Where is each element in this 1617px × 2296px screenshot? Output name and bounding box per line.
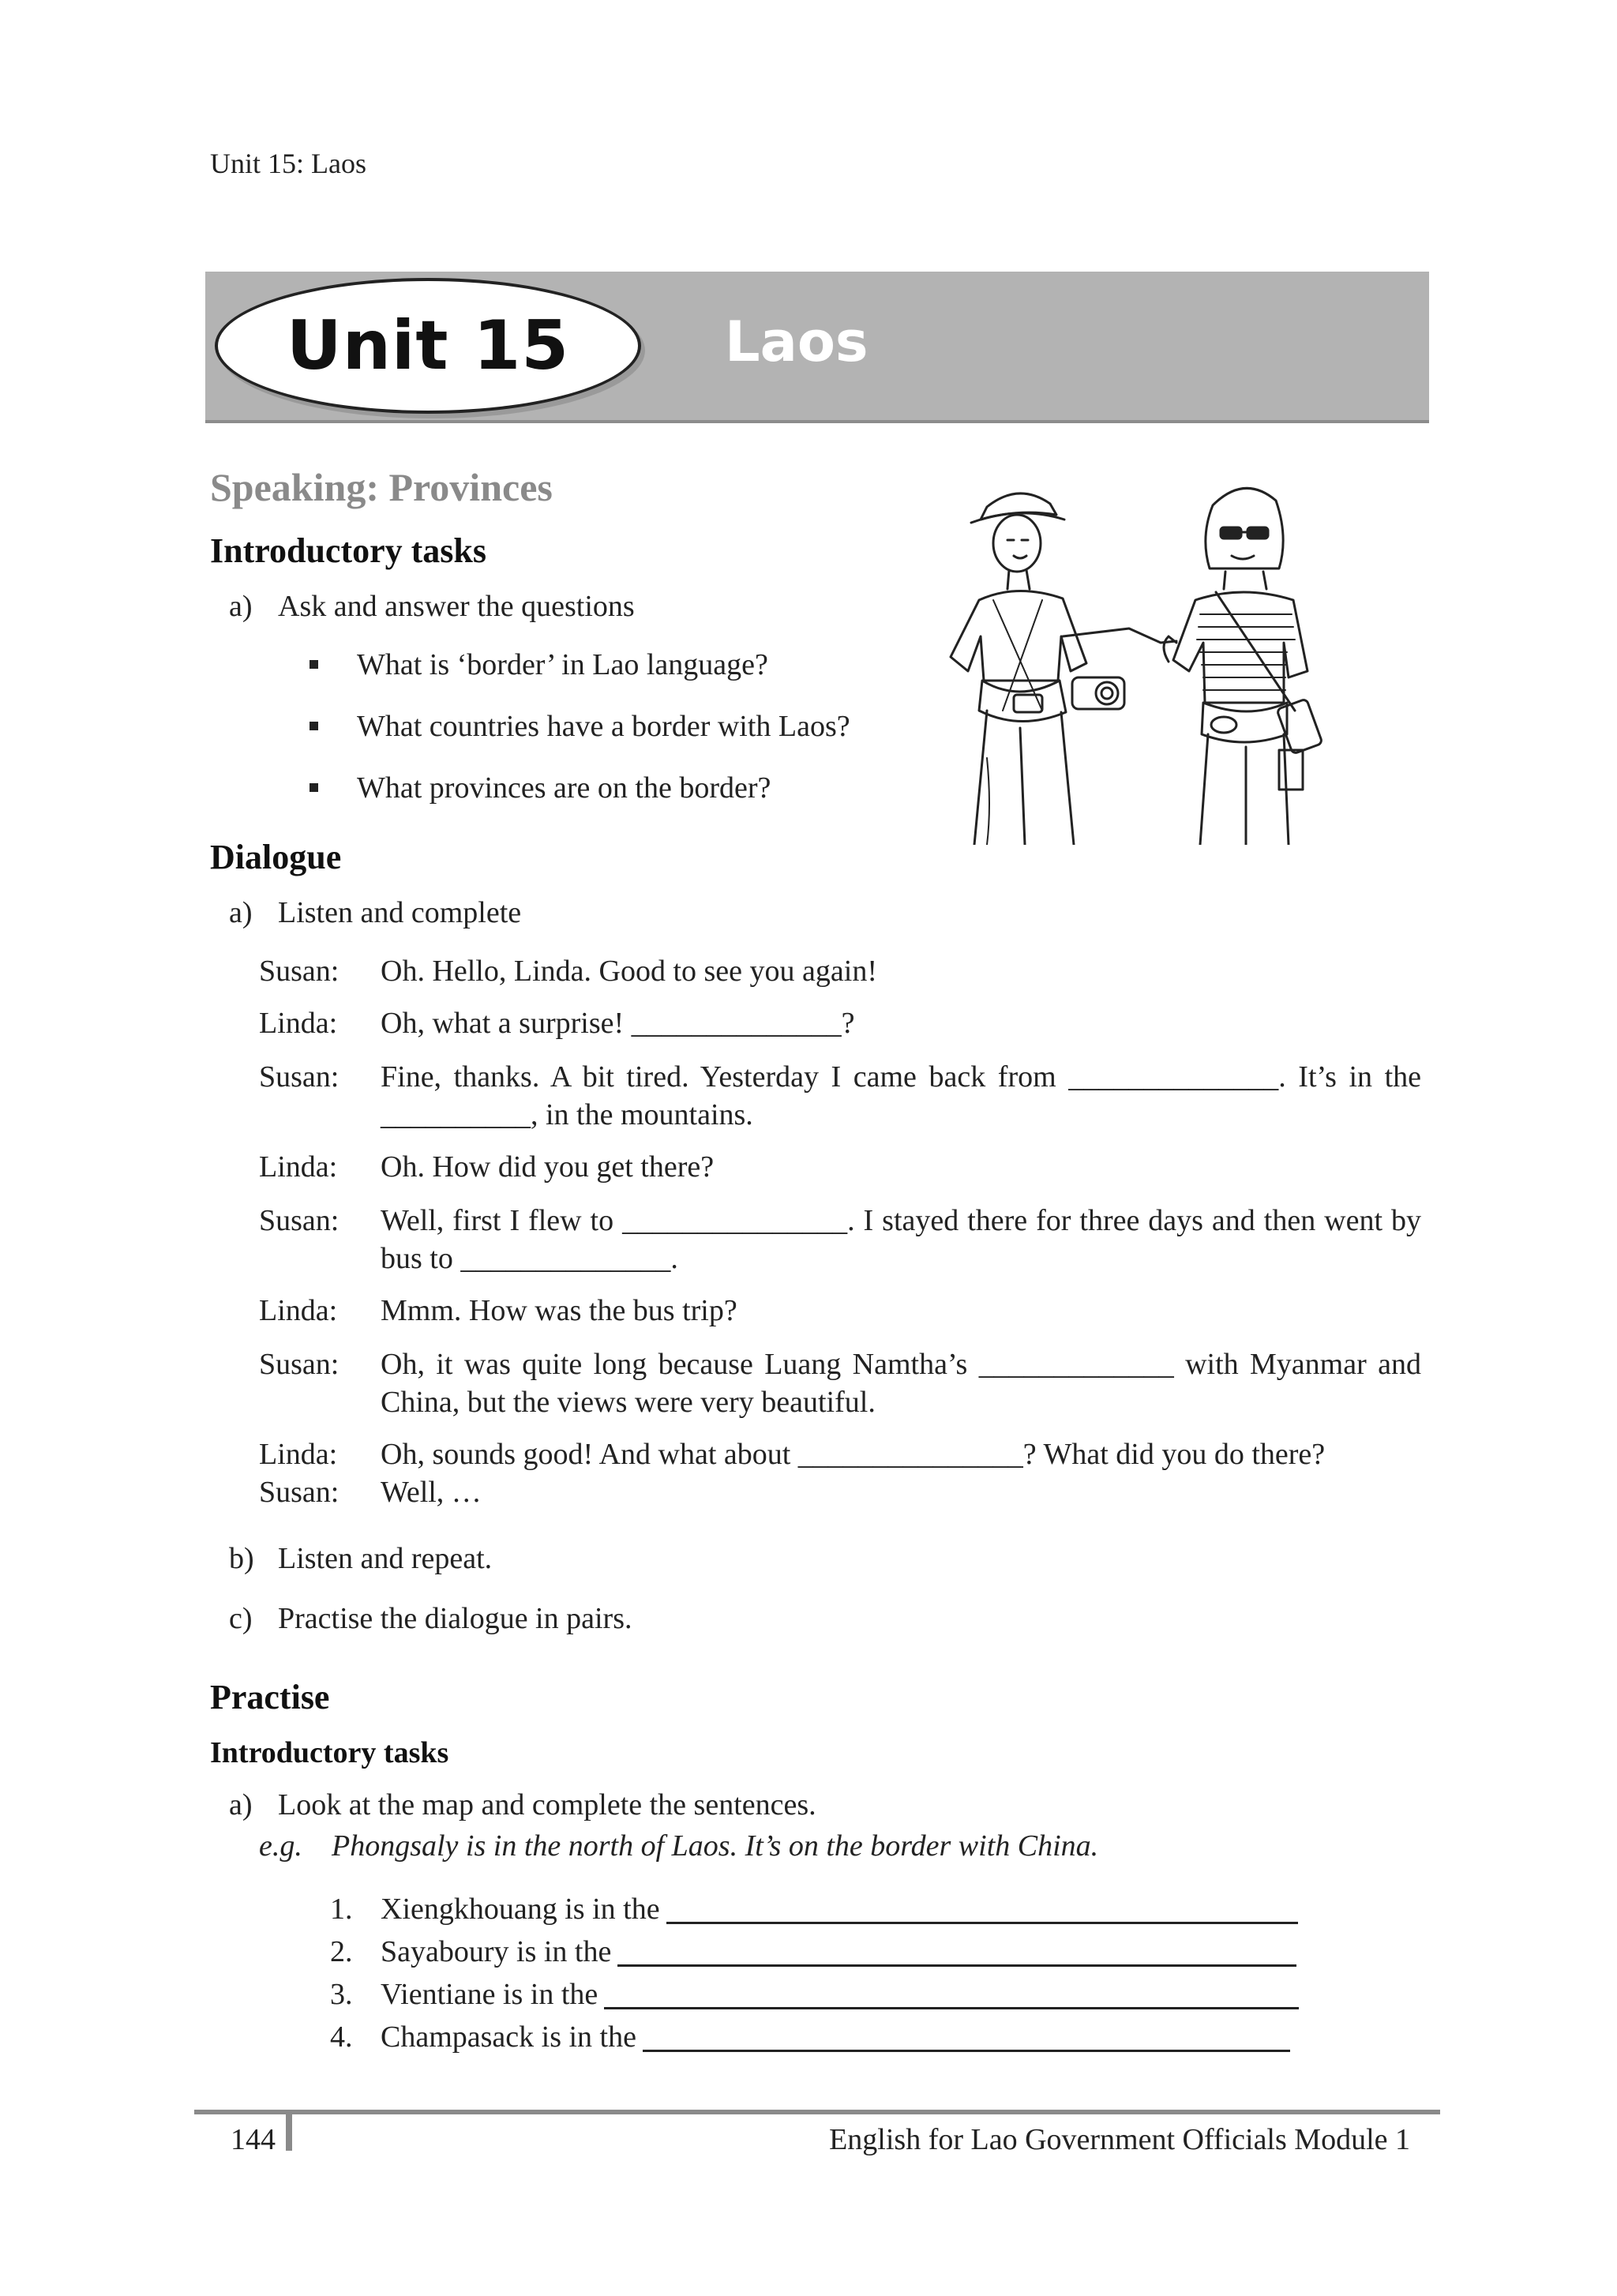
dialogue-line: [259, 1148, 1421, 1186]
intro-tasks-heading: Introductory tasks: [210, 531, 487, 570]
tourist-with-camera: [951, 493, 1176, 845]
bullet-item: What provinces are on the border?: [357, 769, 910, 807]
speaker-name: Susan:: [259, 955, 340, 988]
line-text: Fine, thanks. A bit tired. Yesterday I came back from ______________. It’s in the __________, in the mountains.: [381, 1060, 1421, 1131]
page-number: 144: [231, 2123, 276, 2156]
item-number: 3.: [330, 1978, 353, 2011]
line-text: Oh, what a surprise! ______________?: [381, 1007, 855, 1040]
item-number: 4.: [330, 2020, 353, 2054]
speaker-name: Susan:: [259, 1060, 340, 1094]
dialogue-line: [259, 1345, 1421, 1421]
item-text: Champasack is in the: [381, 2020, 636, 2054]
line-text: Mmm. How was the bus trip?: [381, 1294, 737, 1327]
example-sentence: Phongsaly is in the north of Laos. It’s on the border with China.: [332, 1829, 1099, 1863]
exercise-item: [330, 1975, 1325, 2013]
speaker-name: Linda:: [259, 1294, 338, 1327]
task-label: b): [229, 1542, 254, 1575]
task-label: c): [229, 1602, 253, 1635]
running-head: Unit 15: Laos: [210, 148, 366, 179]
exercise-item: [330, 2018, 1325, 2056]
line-text: Well, …: [381, 1476, 482, 1509]
task-text: Look at the map and complete the sentences.: [278, 1788, 816, 1821]
footer-divider: [286, 2110, 292, 2151]
task-text: Listen and repeat.: [278, 1542, 493, 1575]
book-title: English for Lao Government Officials Module 1: [829, 2123, 1410, 2156]
example-label: e.g.: [259, 1829, 302, 1863]
tourists-illustration: [932, 474, 1358, 845]
line-text: Oh, sounds good! And what about _______________? What did you do there?: [381, 1438, 1326, 1471]
square-bullet-icon: [310, 660, 318, 669]
speaker-name: Susan:: [259, 1348, 340, 1381]
dialogue-heading: Dialogue: [210, 838, 342, 876]
answer-blank[interactable]: [666, 1890, 1298, 1924]
dialogue-line: [259, 1292, 1421, 1330]
answer-blank[interactable]: [643, 2018, 1290, 2052]
item-text: Sayaboury is in the: [381, 1935, 612, 1968]
item-number: 1.: [330, 1893, 353, 1926]
exercise-item: [330, 1933, 1325, 1971]
answer-blank[interactable]: [617, 1933, 1296, 1967]
bullet-item: What countries have a border with Laos?: [357, 707, 910, 745]
task-label: a): [229, 590, 253, 623]
task-text: Practise the dialogue in pairs.: [278, 1602, 632, 1635]
dialogue-line: [259, 1202, 1421, 1277]
speaker-name: Linda:: [259, 1150, 338, 1184]
bullet-item: What is ‘border’ in Lao language?: [357, 646, 910, 684]
unit-number: Unit 15: [286, 306, 570, 385]
dialogue-line: [259, 1473, 1421, 1511]
tourist-with-sunglasses: [1164, 488, 1322, 845]
line-text: Oh. Hello, Linda. Good to see you again!: [381, 955, 877, 988]
square-bullet-icon: [310, 783, 318, 792]
speaking-heading: Speaking: Provinces: [210, 465, 553, 509]
line-text: Oh. How did you get there?: [381, 1150, 715, 1184]
dialogue-line: [259, 1058, 1421, 1134]
dialogue-line: [259, 1004, 1421, 1042]
unit-badge: [215, 278, 641, 414]
task-label: a): [229, 1788, 253, 1821]
task-label: a): [229, 896, 253, 929]
unit-title: Laos: [725, 310, 869, 374]
item-text: Xiengkhouang is in the: [381, 1893, 660, 1926]
practise-heading: Practise: [210, 1678, 330, 1716]
footer-rule: [194, 2110, 1440, 2114]
speaker-name: Linda:: [259, 1007, 338, 1040]
dialogue-line: [259, 1435, 1421, 1473]
item-text: Vientiane is in the: [381, 1978, 598, 2011]
square-bullet-icon: [310, 722, 318, 730]
line-text: Oh, it was quite long because Luang Namtha’s _____________ with Myanmar and China, but the views were very beautiful.: [381, 1348, 1421, 1419]
exercise-item: [330, 1890, 1325, 1928]
speaker-name: Linda:: [259, 1438, 338, 1471]
answer-blank[interactable]: [604, 1975, 1299, 2009]
practise-subheading: Introductory tasks: [210, 1736, 449, 1769]
speaker-name: Susan:: [259, 1204, 340, 1237]
task-text: Listen and complete: [278, 896, 522, 929]
dialogue-line: [259, 952, 1421, 990]
speaker-name: Susan:: [259, 1476, 340, 1509]
line-text: Well, first I flew to _______________. I stayed there for three days and then went by bus to ______________.: [381, 1204, 1421, 1275]
task-text: Ask and answer the questions: [278, 590, 635, 623]
item-number: 2.: [330, 1935, 353, 1968]
